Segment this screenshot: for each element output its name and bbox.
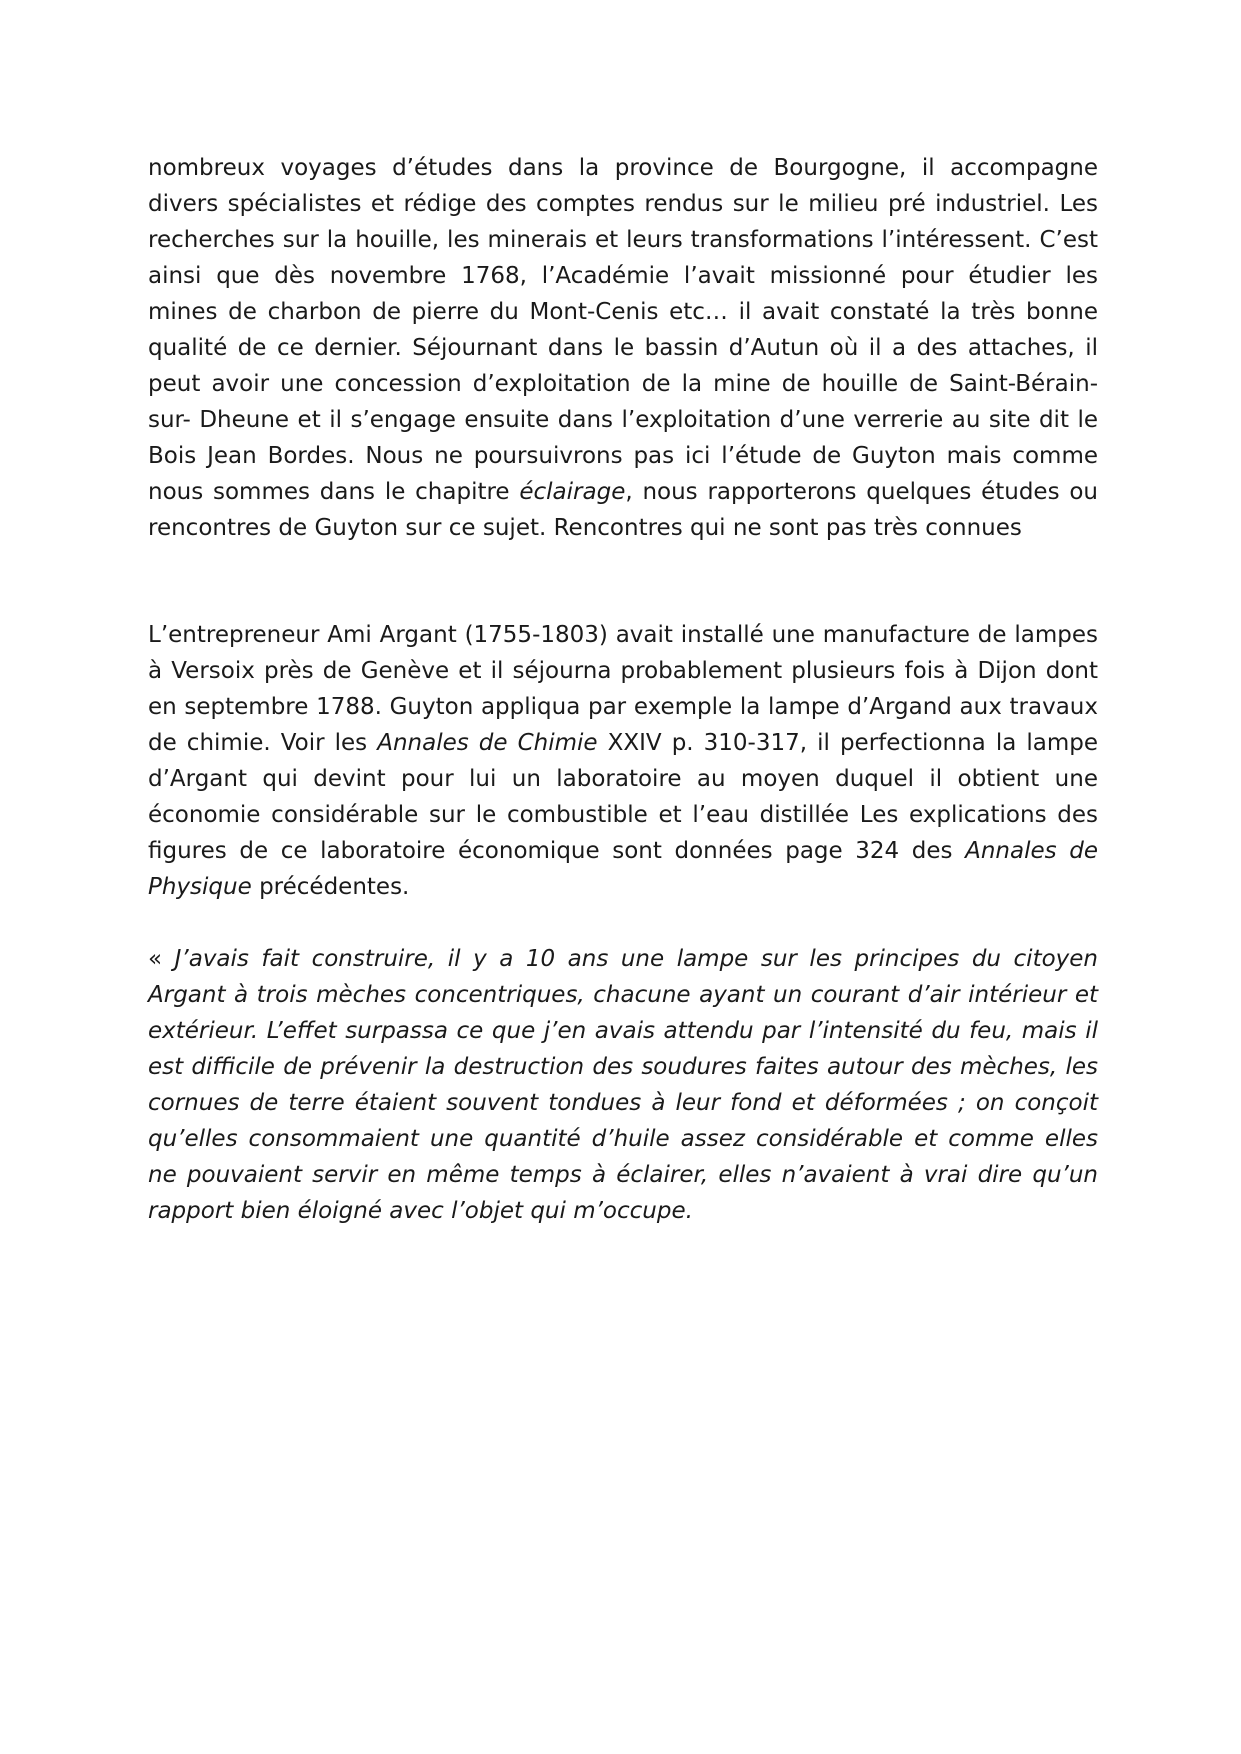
- italic-title-annales-chimie: Annales de Chimie: [377, 730, 598, 756]
- quotation-paragraph: [148, 941, 1098, 1229]
- quote-open-mark: «: [148, 946, 175, 972]
- paragraph-ami-argant: [148, 617, 1098, 905]
- paragraph-text: L’entrepreneur Ami Argant (1755-1803) avait installé une manufacture de lampes à Versoix près de Genève et il séjourna probablement plusieurs fois à Dijon dont en septembre 1788. Guyton appliqua par exemple la lampe d’Argand aux travaux de chimie. Voir les: [148, 622, 1098, 756]
- paragraph-text: , nous rapporterons quelques études ou rencontres de Guyton sur ce sujet. Rencontres qui ne sont pas très connues: [148, 479, 1099, 541]
- italic-title-annales-physique: Annales de Physique: [148, 838, 1098, 900]
- italic-term-eclairage: éclairage: [519, 479, 626, 505]
- paragraph-text: XXIV p. 310-317, il perfectionna la lampe d’Argant qui devint pour lui un laboratoire au moyen duquel il obtient une économie considérable sur le combustible et l’eau distillée Les explications des figures de ce laboratoire économique sont données page 324 des: [148, 730, 1098, 864]
- quotation-text: J’avais fait construire, il y a 10 ans une lampe sur les principes du citoyen Argant à trois mèches concentriques, chacune ayant un courant d’air intérieur et extérieur. L’effet surpassa ce que j’en avais attendu par l’intensité du feu, mais il est difficile de prévenir la destruction des soudures faites autour des mèches, les cornues de terre étaient souvent tondues à leur fond et déformées ; on conçoit qu’elles consommaient une quantité d’huile assez considérable et comme elles ne pouvaient servir en même temps à éclairer, elles n’avaient à vrai dire qu’un rapport bien éloigné avec l’objet qui m’occupe.: [148, 946, 1098, 1224]
- paragraph-text: nombreux voyages d’études dans la province de Bourgogne, il accompagne divers spécialistes et rédige des comptes rendus sur le milieu pré industriel. Les recherches sur la houille, les minerais et leurs transformations l’intéressent. C’est ainsi que dès novembre 1768, l’Académie l’avait missionné pour étudier les mines de charbon de pierre du Mont-Cenis etc… il avait constaté la très bonne qualité de ce dernier. Séjournant dans le bassin d’Autun où il a des attaches, il peut avoir une concession d’exploitation de la mine de houille de Saint-Bérain-sur- Dheune et il s’engage ensuite dans l’exploitation d’une verrerie au site dit le Bois Jean Bordes. Nous ne poursuivrons pas ici l’étude de Guyton mais comme nous sommes dans le chapitre: [148, 155, 1098, 505]
- paragraph-text: précédentes.: [251, 874, 410, 900]
- paragraph-guyton-bourgogne: [148, 150, 1098, 546]
